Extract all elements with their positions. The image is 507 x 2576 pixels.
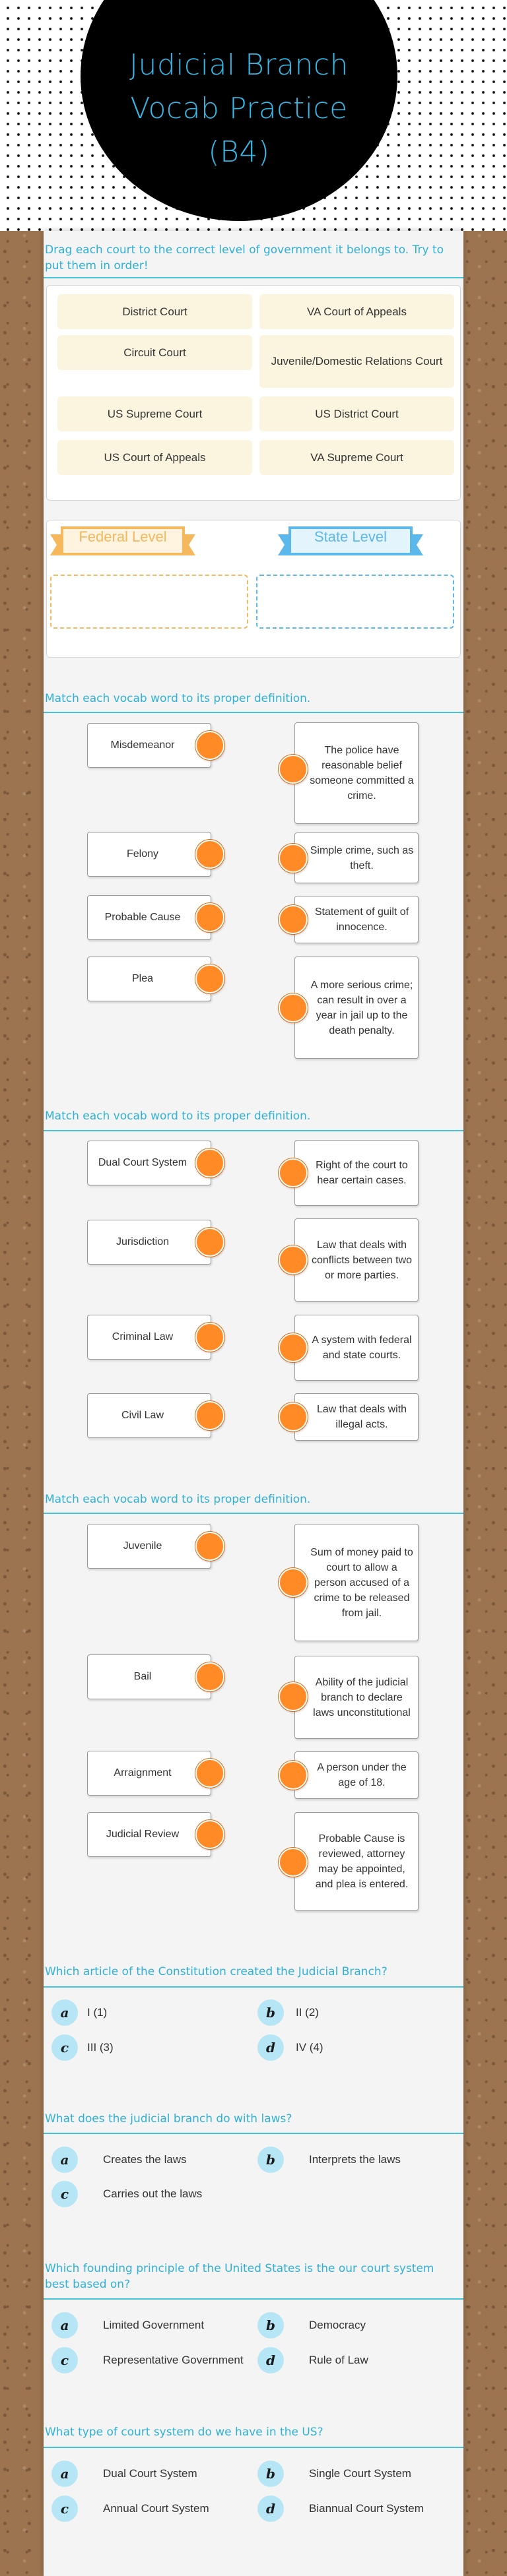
section-divider — [44, 712, 463, 713]
court-chip[interactable]: US District Court — [259, 396, 454, 431]
answer-option[interactable] — [51, 2147, 187, 2173]
match-handle[interactable] — [195, 1228, 224, 1257]
definition-box[interactable]: Sum of money paid to court to allow a person accused of a crime to be released from jail. — [294, 1524, 419, 1641]
option-label: I (1) — [87, 2006, 108, 2019]
court-chip[interactable]: Circuit Court — [57, 335, 252, 370]
answer-option[interactable] — [257, 1999, 319, 2026]
matching-title: Match each vocab word to its proper definition. — [45, 1110, 311, 1123]
option-letter-badge: d — [257, 2496, 284, 2522]
match-handle[interactable] — [195, 731, 224, 760]
definition-box[interactable]: Probable Cause is reviewed, attorney may be appointed, and plea is entered. — [294, 1812, 419, 1911]
match-handle[interactable] — [195, 1148, 224, 1178]
match-handle[interactable] — [195, 964, 224, 993]
match-handle[interactable] — [279, 1158, 308, 1187]
worksheet-content — [44, 231, 463, 2576]
vocab-word[interactable]: Arraignment — [87, 1751, 211, 1796]
option-letter-badge: b — [257, 2147, 284, 2173]
court-chip[interactable]: Juvenile/Domestic Relations Court — [259, 335, 454, 388]
option-label: IV (4) — [296, 2041, 323, 2054]
matching-title: Match each vocab word to its proper definition. — [45, 692, 311, 705]
federal-level-label: Federal Level — [79, 528, 167, 545]
answer-option[interactable] — [51, 1999, 107, 2026]
state-level-label: State Level — [314, 528, 388, 545]
match-handle[interactable] — [279, 1682, 308, 1711]
drop-zone-panel — [46, 520, 461, 658]
option-label: Interprets the laws — [309, 2153, 401, 2166]
vocab-word[interactable]: Misdemeanor — [87, 723, 211, 768]
court-chip-panel — [46, 285, 461, 501]
option-letter-badge: c — [51, 2347, 78, 2373]
option-letter-badge: c — [51, 2496, 78, 2522]
option-label: Dual Court System — [103, 2467, 197, 2480]
vocab-word[interactable]: Criminal Law — [87, 1315, 211, 1360]
option-label: Single Court System — [309, 2467, 411, 2480]
match-handle[interactable] — [279, 755, 308, 784]
court-chip[interactable]: VA Court of Appeals — [259, 294, 454, 329]
vocab-word[interactable]: Dual Court System — [87, 1141, 211, 1185]
section-divider — [44, 1130, 463, 1131]
option-letter-badge: c — [51, 2034, 78, 2061]
match-handle[interactable] — [195, 1759, 224, 1788]
vocab-word[interactable]: Judicial Review — [87, 1812, 211, 1857]
definition-box[interactable]: A system with federal and state courts. — [294, 1315, 419, 1381]
option-letter-badge: a — [51, 2147, 78, 2173]
match-handle[interactable] — [195, 1401, 224, 1430]
answer-option[interactable] — [257, 2461, 411, 2487]
definition-box[interactable]: A more serious crime; can result in over a year in jail up to the death penalty. — [294, 957, 419, 1059]
match-handle[interactable] — [279, 1402, 308, 1431]
vocab-word[interactable]: Felony — [87, 832, 211, 877]
vocab-word[interactable]: Jurisdiction — [87, 1220, 211, 1265]
option-letter-badge: d — [257, 2347, 284, 2373]
match-handle[interactable] — [279, 905, 308, 934]
vocab-word[interactable]: Plea — [87, 957, 211, 1001]
definition-box[interactable]: Law that deals with conflicts between two or more parties. — [294, 1218, 419, 1302]
match-handle[interactable] — [279, 1333, 308, 1362]
option-letter-badge: a — [51, 1999, 78, 2026]
match-handle[interactable] — [279, 844, 308, 873]
section-divider — [44, 277, 463, 278]
option-letter-badge: c — [51, 2181, 78, 2207]
match-handle[interactable] — [279, 1568, 308, 1597]
match-handle[interactable] — [195, 1323, 224, 1352]
match-handle[interactable] — [279, 993, 308, 1022]
option-label: Democracy — [309, 2319, 366, 2331]
option-letter-badge: a — [51, 2461, 78, 2487]
federal-drop-zone[interactable] — [50, 575, 248, 629]
option-label: Creates the laws — [103, 2153, 187, 2166]
answer-option[interactable] — [257, 2147, 401, 2173]
question-text: Which founding principle of the United States is the our court system best based on? — [45, 2262, 434, 2291]
answer-option[interactable] — [51, 2034, 114, 2061]
definition-box[interactable]: The police have reasonable belief someone committed a crime. — [294, 722, 419, 824]
match-handle[interactable] — [279, 1848, 308, 1877]
answer-option[interactable] — [257, 2347, 368, 2373]
court-chip[interactable]: District Court — [57, 294, 252, 329]
answer-option[interactable] — [51, 2312, 204, 2339]
match-handle[interactable] — [195, 1820, 224, 1849]
title-line-3: (B4) — [208, 135, 270, 169]
match-handle[interactable] — [195, 903, 224, 932]
answer-option[interactable] — [257, 2496, 424, 2522]
option-label: II (2) — [296, 2006, 319, 2019]
option-letter-badge: d — [257, 2034, 284, 2061]
option-label: Limited Government — [103, 2319, 205, 2331]
definition-box[interactable]: A person under the age of 18. — [294, 1751, 419, 1799]
option-label: Annual Court System — [103, 2502, 209, 2515]
option-letter-badge: a — [51, 2312, 78, 2339]
option-label: Biannual Court System — [309, 2502, 424, 2515]
sorting-instruction: Drag each court to the correct level of government it belongs to. Try to put them in order! — [45, 243, 444, 272]
court-chip[interactable]: US Supreme Court — [57, 396, 252, 431]
answer-option[interactable] — [257, 2312, 366, 2339]
vocab-word[interactable]: Probable Cause — [87, 895, 211, 940]
option-label: Representative Government — [103, 2354, 244, 2366]
definition-box[interactable]: Simple crime, such as theft. — [294, 832, 419, 883]
answer-option[interactable] — [51, 2181, 202, 2207]
question-text: What does the judicial branch do with laws? — [45, 2112, 292, 2125]
section-divider — [44, 2133, 463, 2134]
definition-box[interactable]: Law that deals with illegal acts. — [294, 1393, 419, 1441]
vocab-word[interactable]: Bail — [87, 1654, 211, 1699]
section-divider — [44, 2298, 463, 2300]
question-text: What type of court system do we have in the US? — [45, 2426, 323, 2439]
answer-option[interactable] — [51, 2461, 197, 2487]
definition-box[interactable]: Ability of the judicial branch to declare laws unconstitutional — [294, 1656, 419, 1739]
option-label: Rule of Law — [309, 2354, 368, 2366]
option-letter-badge: b — [257, 1999, 284, 2026]
court-chip[interactable]: VA Supreme Court — [259, 440, 454, 475]
match-handle[interactable] — [195, 1532, 224, 1561]
section-divider — [44, 1513, 463, 1514]
state-drop-zone[interactable] — [256, 575, 454, 629]
title-line-1: Judicial Branch — [129, 48, 349, 82]
title-line-2: Vocab Practice — [130, 92, 348, 125]
match-handle[interactable] — [195, 1662, 224, 1691]
option-letter-badge: b — [257, 2312, 284, 2339]
vocab-word[interactable]: Juvenile — [87, 1524, 211, 1569]
matching-title: Match each vocab word to its proper definition. — [45, 1493, 311, 1506]
question-text: Which article of the Constitution created the Judicial Branch? — [45, 1965, 388, 1978]
definition-box[interactable]: Right of the court to hear certain cases. — [294, 1140, 419, 1206]
option-letter-badge: b — [257, 2461, 284, 2487]
option-label: Carries out the laws — [103, 2187, 203, 2200]
match-handle[interactable] — [279, 1245, 308, 1274]
section-divider — [44, 1986, 463, 1988]
option-label: III (3) — [87, 2041, 114, 2054]
vocab-word[interactable]: Civil Law — [87, 1393, 211, 1438]
definition-box[interactable]: Statement of guilt of innocence. — [294, 896, 419, 943]
answer-option[interactable] — [51, 2496, 209, 2522]
court-chip[interactable]: US Court of Appeals — [57, 440, 252, 475]
answer-option[interactable] — [257, 2034, 323, 2061]
answer-option[interactable] — [51, 2347, 244, 2373]
match-handle[interactable] — [279, 1761, 308, 1790]
match-handle[interactable] — [195, 840, 224, 869]
section-divider — [44, 2447, 463, 2448]
